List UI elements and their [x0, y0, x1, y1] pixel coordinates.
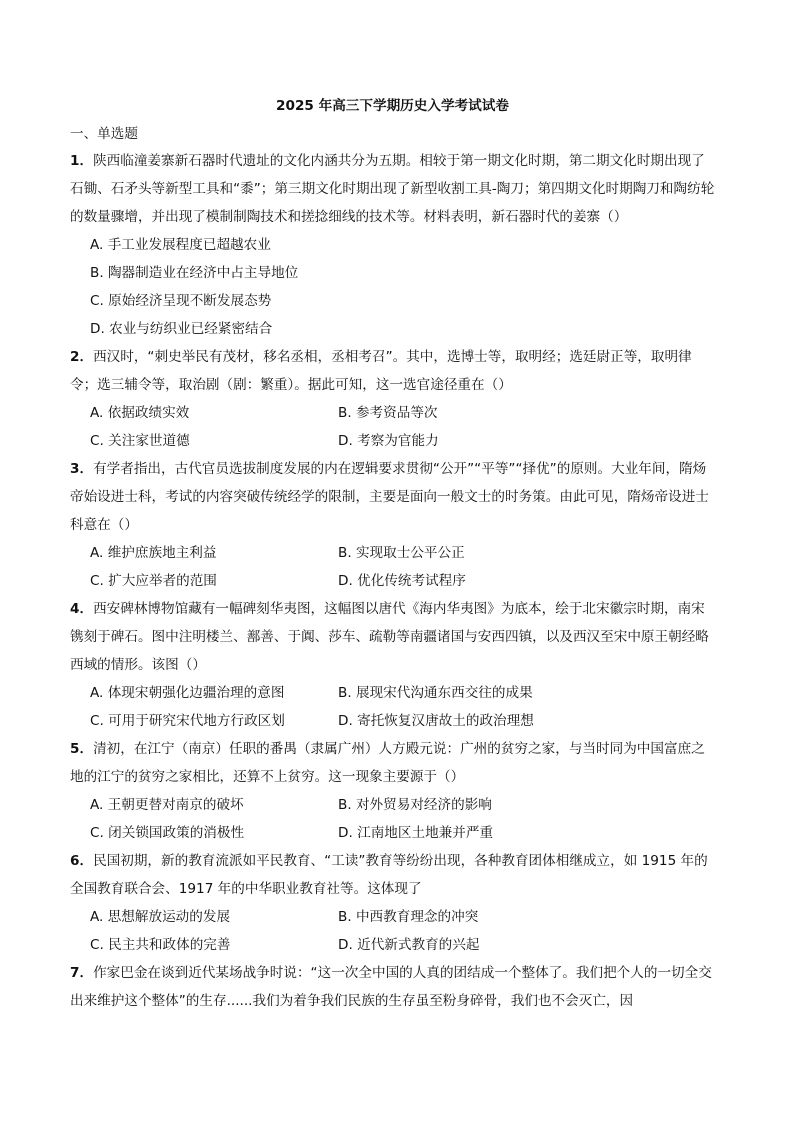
- option-b[interactable]: B. 对外贸易对经济的影响: [338, 797, 492, 813]
- question-number: 3．: [70, 461, 94, 477]
- question-4: [70, 595, 715, 735]
- options: [70, 399, 715, 455]
- option-d[interactable]: D. 寄托恢复汉唐故土的政治理想: [338, 713, 534, 729]
- question-number: 5．: [70, 741, 94, 757]
- option-d[interactable]: D. 农业与纺织业已经紧密结合: [90, 321, 273, 337]
- option-c[interactable]: C. 可用于研究宋代地方行政区划: [90, 713, 285, 729]
- options: [70, 679, 715, 735]
- question-stem: 西汉时，“刺史举民有茂材，移名丞相，丞相考召”。其中，选博士等，取明经；选廷尉正等，取明律令；选三辅令等，取治剧（剧：繁重）。据此可知，这一选官途径重在（）: [70, 349, 692, 393]
- question-3: [70, 455, 715, 595]
- options: [70, 791, 715, 847]
- option-a[interactable]: A. 维护庶族地主利益: [90, 545, 217, 561]
- question-stem: 清初，在江宁（南京）任职的番禺（隶属广州）人方殿元说：广州的贫穷之家，与当时同为中国富庶之地的江宁的贫穷之家相比，还算不上贫穷。这一现象主要源于（）: [70, 741, 705, 785]
- option-d[interactable]: D. 江南地区土地兼并严重: [338, 825, 494, 841]
- option-a[interactable]: A. 王朝更替对南京的破坏: [90, 797, 244, 813]
- option-c[interactable]: C. 原始经济呈现不断发展态势: [90, 293, 272, 309]
- option-b[interactable]: B. 实现取士公平公正: [338, 545, 465, 561]
- question-number: 2．: [70, 349, 94, 365]
- option-d[interactable]: D. 近代新式教育的兴起: [338, 937, 480, 953]
- question-2: [70, 343, 715, 455]
- question-stem: 作家巴金在谈到近代某场战争时说：“这一次全中国的人真的团结成一个整体了。我们把个人的一切全交出来维护这个整体”的生存......我们为着争我们民族的生存虽至粉身碎骨，我们也不会灭亡，因: [70, 965, 712, 1009]
- question-1: [70, 147, 715, 343]
- option-a[interactable]: A. 体现宋朝强化边疆治理的意图: [90, 685, 285, 701]
- question-7: [70, 959, 715, 1015]
- question-6: [70, 847, 715, 959]
- question-stem: 西安碑林博物馆藏有一幅碑刻华夷图，这幅图以唐代《海内华夷图》为底本，绘于北宋徽宗时期，南宋镌刻于碑石。图中注明楼兰、鄯善、于阗、莎车、疏勒等南疆诸国与安西四镇，以及西汉至宋中原王朝经略西域的情形。该图（）: [70, 601, 709, 673]
- option-d[interactable]: D. 考察为官能力: [338, 433, 439, 449]
- option-a[interactable]: A. 依据政绩实效: [90, 405, 190, 421]
- question-stem: 陕西临潼姜寨新石器时代遗址的文化内涵共分为五期。相较于第一期文化时期，第二期文化时期出现了石锄、石矛头等新型工具和“黍”；第三期文化时期出现了新型收割工具-陶刀；第四期文化时期陶刀和陶纺轮的数量骤增，并出现了模制制陶技术和搓捻细线的技术等。材料表明，新石器时代的姜寨（）: [70, 153, 715, 225]
- option-a[interactable]: A. 手工业发展程度已超越农业: [90, 237, 271, 253]
- option-b[interactable]: B. 陶器制造业在经济中占主导地位: [90, 265, 299, 281]
- options: [70, 903, 715, 959]
- option-d[interactable]: D. 优化传统考试程序: [338, 573, 466, 589]
- question-number: 4．: [70, 601, 94, 617]
- option-b[interactable]: B. 展现宋代沟通东西交往的成果: [338, 685, 533, 701]
- question-stem: 有学者指出，古代官员选拔制度发展的内在逻辑要求贯彻“公开”“平等”“择优”的原则。大业年间，隋炀帝始设进士科，考试的内容突破传统经学的限制，主要是面向一般文士的时务策。由此可见，隋炀帝设进士科意在（）: [70, 461, 709, 533]
- question-number: 6．: [70, 853, 94, 869]
- question-number: 7．: [70, 965, 94, 981]
- option-b[interactable]: B. 参考资品等次: [338, 405, 438, 421]
- option-a[interactable]: A. 思想解放运动的发展: [90, 909, 231, 925]
- option-c[interactable]: C. 民主共和政体的完善: [90, 937, 231, 953]
- option-c[interactable]: C. 闭关锁国政策的消极性: [90, 825, 245, 841]
- options: [70, 539, 715, 595]
- question-number: 1．: [70, 153, 94, 169]
- option-c[interactable]: C. 扩大应举者的范围: [90, 573, 217, 589]
- options: [70, 231, 715, 343]
- option-b[interactable]: B. 中西教育理念的冲突: [338, 909, 479, 925]
- question-stem: 民国初期，新的教育流派如平民教育、“工读”教育等纷纷出现，各种教育团体相继成立，如 1915 年的全国教育联合会、1917 年的中华职业教育社等。这体现了: [70, 853, 708, 897]
- section-heading: 一、单选题: [70, 126, 138, 142]
- page-title: 2025 年高三下学期历史入学考试试卷: [276, 98, 509, 114]
- question-5: [70, 735, 715, 847]
- option-c[interactable]: C. 关注家世道德: [90, 433, 190, 449]
